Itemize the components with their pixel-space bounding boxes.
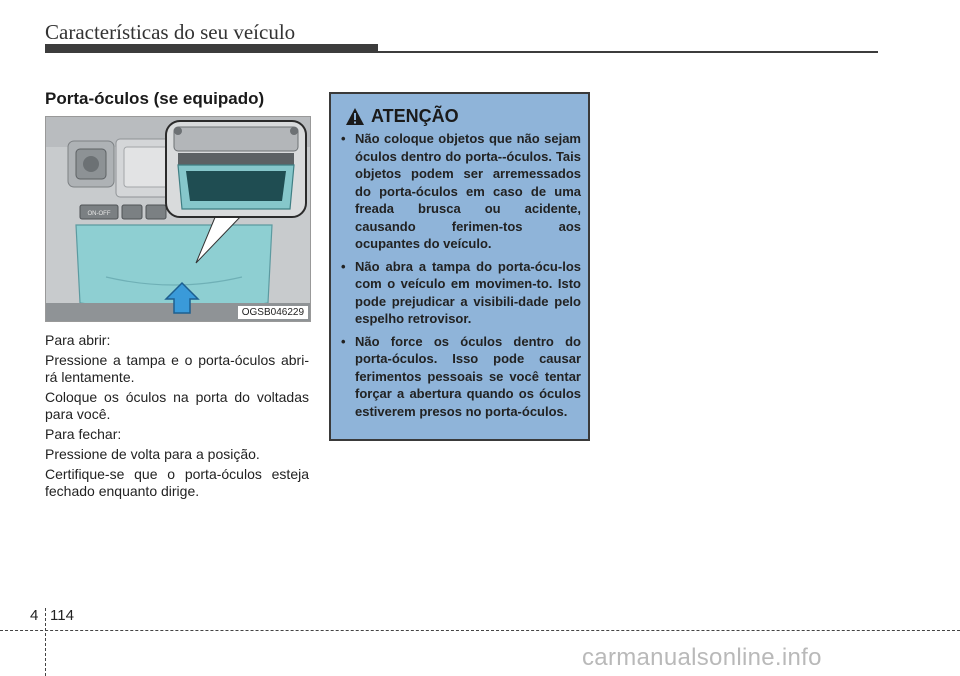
instruction-line: Pressione de volta para a posição. <box>45 446 260 462</box>
watermark: carmanualsonline.info <box>582 644 822 671</box>
warning-item <box>341 333 581 421</box>
map-lamp-left <box>68 141 114 187</box>
warning-list <box>341 130 581 425</box>
instruction-line: Coloque os óculos na porta do voltadas para você. <box>45 389 309 422</box>
chapter-number: 4 <box>30 607 39 624</box>
warning-item-text: Não force os óculos dentro do porta-óculos. Isso pode causar ferimentos pessoais se você tentar forçar a abertura quando os óculos estiverem presos no porta-óculos. <box>355 333 581 419</box>
header-bar <box>45 44 378 53</box>
warning-item-text: Não abra a tampa do porta-ócu-los com o veículo em movimen-to. Isto pode prejudicar a visibili-dade pelo espelho retrovisor. <box>355 258 581 326</box>
warning-item <box>341 130 581 253</box>
instructions-text <box>45 332 309 503</box>
bullet: • <box>341 333 346 349</box>
instruction-line: Para fechar: <box>45 426 122 442</box>
footer-rule <box>0 630 960 631</box>
on-off-button-label: ON-OFF <box>87 211 111 217</box>
section-title: Porta-óculos (se equipado) <box>45 89 265 108</box>
bullet: • <box>341 258 346 274</box>
footer-divider <box>45 608 46 676</box>
instruction-line: Para abrir: <box>45 332 111 348</box>
figure-code: OGSB046229 <box>238 306 308 319</box>
warning-item <box>341 258 581 328</box>
warning-box <box>329 92 590 441</box>
header-rule <box>378 51 878 53</box>
overhead-console-drawing <box>46 117 310 321</box>
warning-header <box>345 106 459 127</box>
console-buttons <box>80 205 166 219</box>
page-header-title: Características do seu veículo <box>45 20 296 44</box>
warning-triangle-icon <box>345 107 365 126</box>
sunglass-holder-illustration <box>45 116 311 322</box>
bullet: • <box>341 131 346 146</box>
instruction-line: Pressione a tampa e o porta-óculos abri-rá lentamente. <box>45 352 309 385</box>
page-number: 114 <box>50 607 74 624</box>
holder-open-inset <box>166 121 306 217</box>
warning-item-text: Não coloque objetos que não sejam óculos dentro do porta--óculos. Tais objetos podem ser arremessados do porta-óculos em caso de uma freada brusca ou acidente, causando ferimen-tos aos ocupantes do veículo. <box>355 131 581 251</box>
instruction-line: Certifique-se que o porta-óculos esteja fechado enquanto dirige. <box>45 466 309 499</box>
warning-title: ATENÇÃO <box>371 106 459 126</box>
